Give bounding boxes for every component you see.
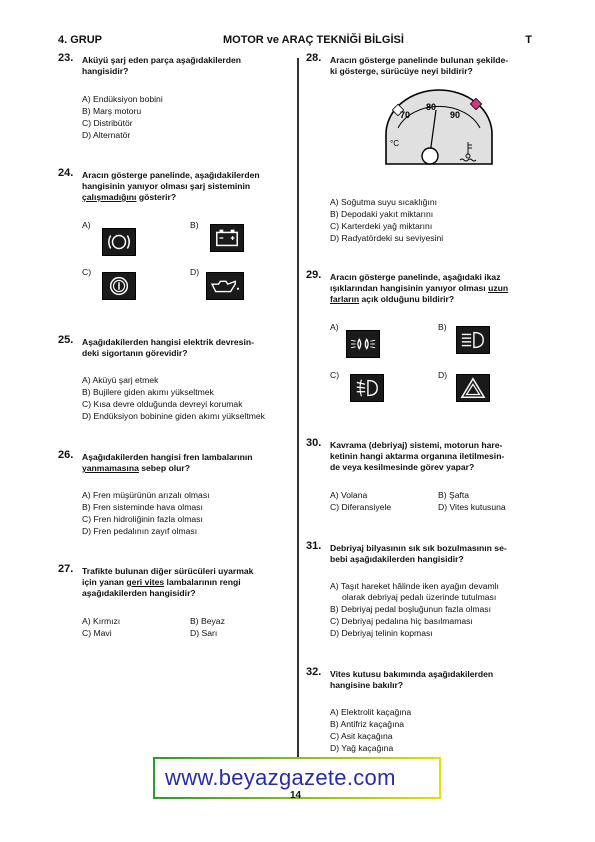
question-text: Debriyaj bilyasının sık sık bozulmasının se- bebi aşağıdakilerden hangisidir?	[330, 543, 507, 564]
option-a[interactable]: A) Aküyü şarj etmek	[82, 375, 159, 385]
question-text-line2b: lambalarının rengi	[164, 577, 241, 587]
option-b-label[interactable]: B)	[190, 220, 199, 230]
page-number: 14	[290, 790, 302, 801]
option-b[interactable]: B) Beyaz	[190, 616, 225, 626]
option-a[interactable]: A) Soğutma suyu sıcaklığını	[330, 197, 437, 207]
question-number: 26.	[58, 449, 74, 461]
question-text-line1: Aracın gösterge panelinde, aşağıdakilerden	[82, 170, 260, 180]
option-d[interactable]: D) Vites kutusuna	[438, 502, 506, 512]
option-b[interactable]: B) Debriyaj pedal boşluğunun fazla olması	[330, 604, 491, 614]
option-b[interactable]: B) Antifriz kaçağına	[330, 719, 405, 729]
oil-can-icon[interactable]	[206, 272, 244, 300]
question-text-line3: açık olduğunu bildirir?	[359, 294, 455, 304]
question-number: 23.	[58, 52, 74, 64]
option-a[interactable]: A) Endüksiyon bobini	[82, 94, 163, 104]
column-divider	[297, 58, 299, 793]
question-30	[306, 437, 546, 520]
question-29	[306, 269, 546, 412]
question-number: 30.	[306, 437, 322, 449]
question-27	[58, 563, 293, 646]
option-d[interactable]: D) Yağ kaçağına	[330, 743, 394, 753]
question-text-line1: Trafikte bulunan diğer sürücüleri uyarmak	[82, 566, 254, 576]
question-text-line2a: için yanan	[82, 577, 127, 587]
gauge-mark-70: 70	[400, 110, 411, 120]
gauge-unit: °C	[390, 139, 399, 148]
question-31	[306, 540, 546, 643]
high-beam-icon[interactable]	[456, 326, 490, 354]
question-text: Aşağıdakilerden hangisi elektrik devresin- deki sigortanın görevidir?	[82, 337, 254, 358]
question-text-underlined-2: farların	[330, 294, 360, 304]
option-c-label[interactable]: C)	[330, 370, 340, 380]
option-d[interactable]: D) Debriyaj telinin kopması	[330, 628, 433, 638]
question-23	[58, 52, 293, 145]
question-text-line1: Aşağıdakilerden hangisi fren lambalarının	[82, 452, 253, 462]
question-text: Kavrama (debriyaj) sistemi, motorun hare- ketinin hangi aktarma organına iletilmesin- de veya kesilmesinde görev yapar?	[330, 440, 505, 472]
gauge-mark-80: 80	[426, 102, 437, 112]
option-d[interactable]: D) Radyatördeki su seviyesini	[330, 233, 444, 243]
question-text-line2: hangisinin yanıyor olması şarj sisteminin	[82, 181, 251, 191]
watermark-url: www.beyazgazete.com	[165, 765, 396, 790]
subject-title: MOTOR ve ARAÇ TEKNİĞİ BİLGİSİ	[223, 34, 404, 46]
question-text-line2: sebep olur?	[138, 463, 190, 473]
parking-brake-icon[interactable]	[102, 272, 136, 300]
question-text: Vites kutusu bakımında aşağıdakilerden hangisine bakılır?	[330, 669, 494, 690]
question-text-underlined: çalışmadığını	[82, 192, 137, 202]
option-b-label[interactable]: B)	[438, 322, 447, 332]
question-number: 25.	[58, 334, 74, 346]
option-c-label[interactable]: C)	[82, 267, 92, 277]
option-a[interactable]: A) Volana	[330, 490, 368, 500]
question-number: 29.	[306, 269, 322, 281]
option-c[interactable]: C) Karterdeki yağ miktarını	[330, 221, 433, 231]
option-a-label[interactable]: A)	[330, 322, 339, 332]
option-b[interactable]: B) Şafta	[438, 490, 470, 500]
option-b[interactable]: B) Bujilere giden akımı yükseltmek	[82, 387, 214, 397]
option-b[interactable]: B) Depodaki yakıt miktarını	[330, 209, 434, 219]
question-number: 32.	[306, 666, 322, 678]
question-text: Aracın gösterge panelinde bulunan şekilde- ki gösterge, sürücüye neyi bildirir?	[330, 55, 509, 76]
question-text-line3: gösterir?	[136, 192, 177, 202]
booklet-label: T	[525, 34, 532, 46]
option-d[interactable]: D) Endüksiyon bobinine giden akımı yükseltmek	[82, 411, 265, 421]
question-32	[306, 666, 546, 759]
option-a[interactable]: A) Kırmızı	[82, 616, 121, 626]
option-a[interactable]: A) Elektrolit kaçağına	[330, 707, 412, 717]
temperature-gauge	[380, 86, 498, 170]
option-c[interactable]: C) Mavi	[82, 628, 112, 638]
parking-light-icon[interactable]	[346, 330, 380, 358]
option-d[interactable]: D) Sarı	[190, 628, 218, 638]
question-number: 28.	[306, 52, 322, 64]
question-text-underlined: geri vites	[126, 577, 165, 587]
question-text-line2: ışıklarından hangisinin yanıyor olması	[330, 283, 489, 293]
hazard-icon[interactable]	[456, 374, 490, 402]
option-b[interactable]: B) Fren sisteminde hava olması	[82, 502, 203, 512]
brake-warning-icon[interactable]	[102, 228, 136, 256]
group-label: 4. GRUP	[58, 34, 103, 46]
question-number: 24.	[58, 167, 74, 179]
gauge-mark-90: 90	[450, 110, 461, 120]
option-a-label[interactable]: A)	[82, 220, 91, 230]
option-c[interactable]: C) Fren hidroliğinin fazla olması	[82, 514, 203, 524]
option-c[interactable]: C) Debriyaj pedalına hiç basılmaması	[330, 616, 473, 626]
question-25	[58, 334, 293, 427]
question-text-underlined: yanmamasına	[82, 463, 139, 473]
option-c[interactable]: C) Asit kaçağına	[330, 731, 393, 741]
question-number: 31.	[306, 540, 322, 552]
option-d[interactable]: D) Alternatör	[82, 130, 131, 140]
option-c[interactable]: C) Diferansiyele	[330, 502, 392, 512]
fog-light-icon[interactable]	[350, 374, 384, 402]
question-text-line1: Aracın gösterge panelinde, aşağıdaki ikaz	[330, 272, 501, 282]
question-text-line3: aşağıdakilerden hangisidir?	[82, 588, 196, 598]
option-a[interactable]: A) Taşıt hareket hâlinde iken ayağın devamlı	[330, 581, 499, 591]
question-24	[58, 167, 293, 310]
battery-icon[interactable]	[210, 224, 244, 252]
page-header	[58, 34, 538, 50]
option-d-label[interactable]: D)	[190, 267, 200, 277]
question-text: Aküyü şarj eden parça aşağıdakilerden hangisidir?	[82, 55, 242, 76]
option-a-cont[interactable]: olarak debriyaj pedalı üzerinde tutulması	[330, 592, 497, 602]
option-c[interactable]: C) Kısa devre olduğunda devreyi korumak	[82, 399, 243, 409]
option-b[interactable]: B) Marş motoru	[82, 106, 142, 116]
question-text-underlined: uzun	[488, 283, 509, 293]
option-a[interactable]: A) Fren müşürünün arızalı olması	[82, 490, 210, 500]
option-c[interactable]: C) Distribütör	[82, 118, 133, 128]
question-26	[58, 449, 293, 542]
option-d-label[interactable]: D)	[438, 370, 448, 380]
option-d[interactable]: D) Fren pedalının zayıf olması	[82, 526, 198, 536]
question-number: 27.	[58, 563, 74, 575]
